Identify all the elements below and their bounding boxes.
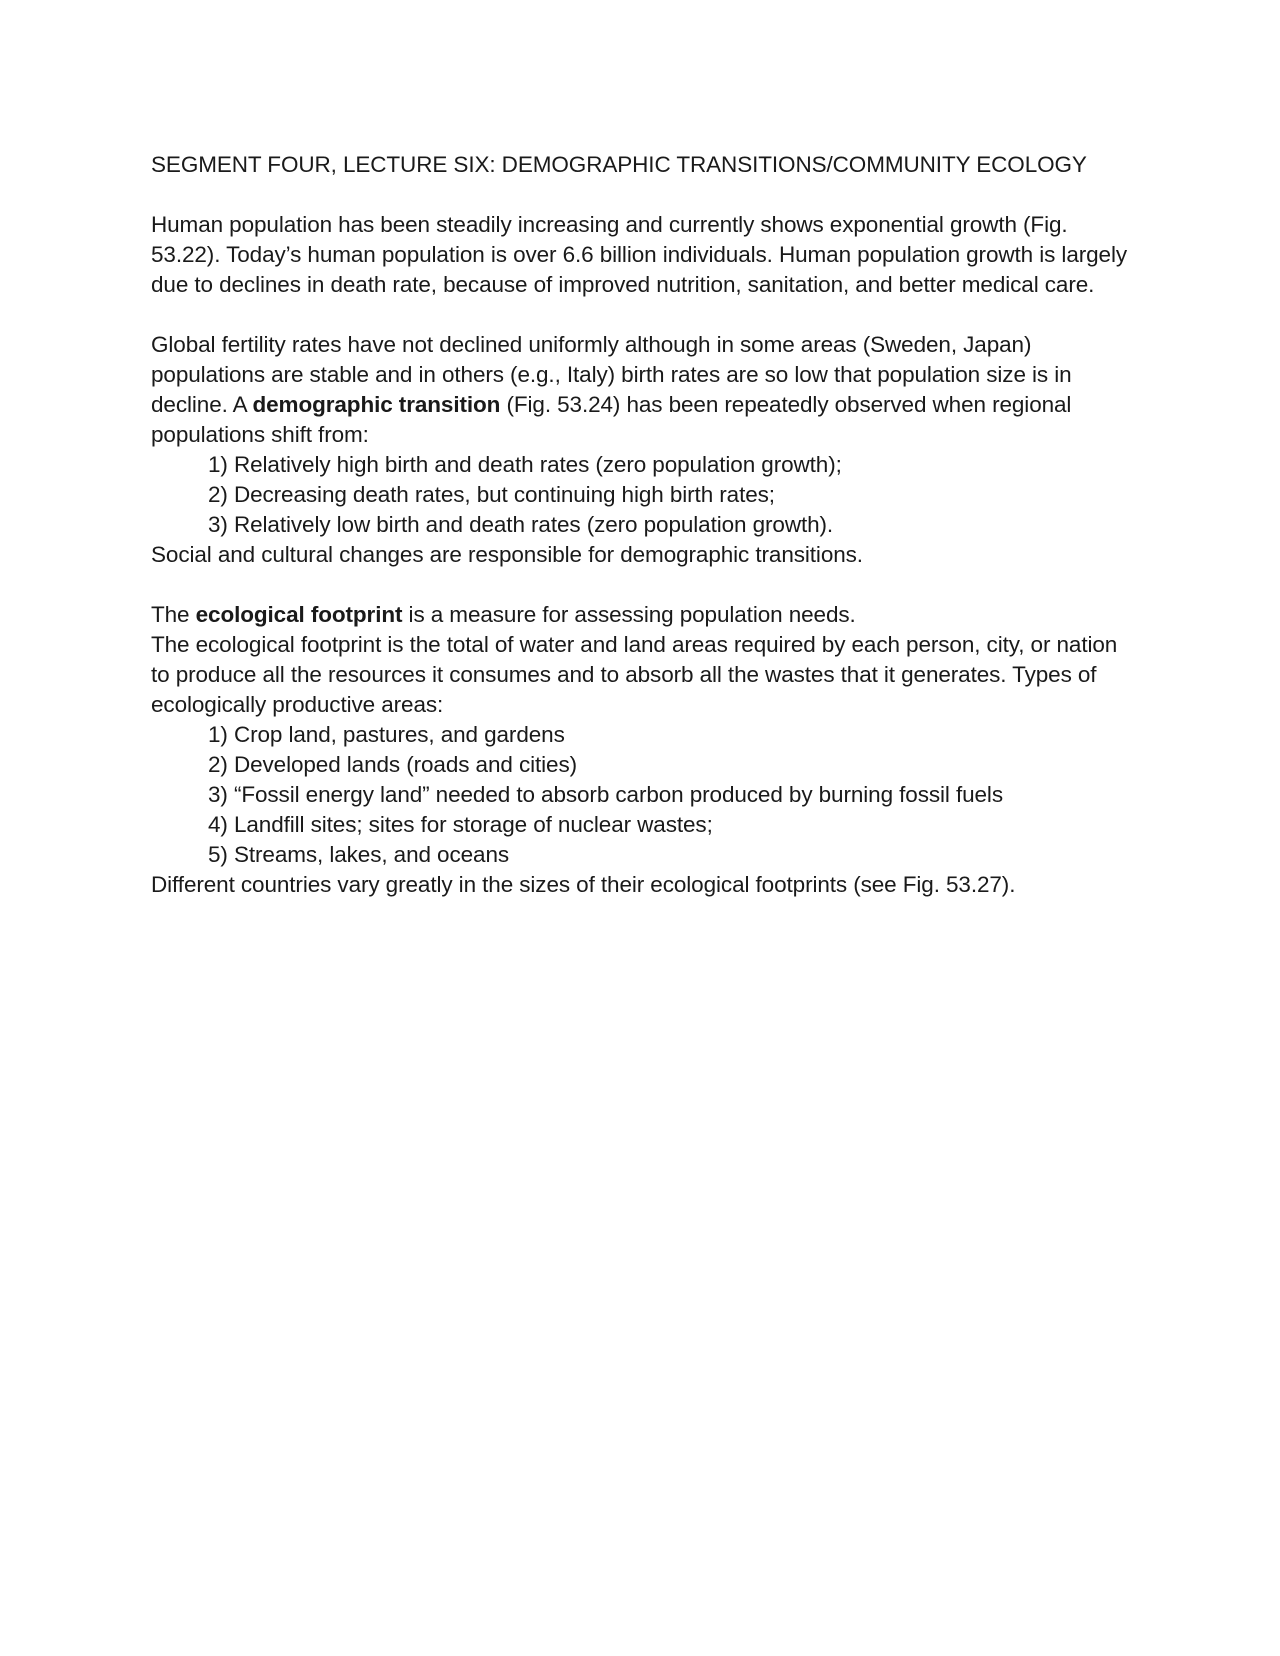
demographic-transition-section xyxy=(151,330,1136,570)
list-item: 1) Relatively high birth and death rates (zero population growth); xyxy=(208,452,842,477)
ecological-footprint-definition: The ecological footprint is the total of water and land areas required by each person, city, or nation to produce all the resources it consumes and to absorb all the wastes that it generates. Types of ecologically productive areas: xyxy=(151,632,1118,717)
ecological-footprint-intro xyxy=(151,600,1136,630)
list-item: 3) “Fossil energy land” needed to absorb carbon produced by burning fossil fuels xyxy=(208,782,1003,807)
productive-areas-list xyxy=(151,720,1136,870)
list-item: 3) Relatively low birth and death rates (zero population growth). xyxy=(208,512,834,537)
list-item: 2) Developed lands (roads and cities) xyxy=(208,752,578,777)
list-item: 5) Streams, lakes, and oceans xyxy=(208,842,510,867)
transition-stages-list xyxy=(151,450,1136,540)
transition-closing-sentence: Social and cultural changes are responsible for demographic transitions. xyxy=(151,542,863,567)
ecological-footprint-term: ecological footprint xyxy=(195,602,403,627)
ecological-footprint-section xyxy=(151,600,1136,900)
intro-text-before: The xyxy=(151,602,196,627)
list-item: 4) Landfill sites; sites for storage of nuclear wastes; xyxy=(208,812,713,837)
intro-text-after: is a measure for assessing population needs. xyxy=(402,602,856,627)
intro-text-after: (Fig. 53.24) has been repeatedly observed when regional populations shift from: xyxy=(151,392,1072,447)
document-page xyxy=(151,150,1136,930)
demographic-transition-term: demographic transition xyxy=(252,392,501,417)
footprint-closing-sentence: Different countries vary greatly in the sizes of their ecological footprints (see Fig. 53.27). xyxy=(151,872,1016,897)
list-item: 1) Crop land, pastures, and gardens xyxy=(208,722,565,747)
population-growth-paragraph: Human population has been steadily increasing and currently shows exponential growth (Fig. 53.22). Today’s human population is over 6.6 billion individuals. Human population growth is largely due to declines in death rate, because of improved nutrition, sanitation, and better medical care. xyxy=(151,212,1128,297)
list-item: 2) Decreasing death rates, but continuing high birth rates; xyxy=(208,482,775,507)
demographic-transition-intro xyxy=(151,330,1136,450)
intro-text-before: Global fertility rates have not declined uniformly although in some areas (Sweden, Japan) populations are stable and in others (e.g., Italy) birth rates are so low that population size is in decline. A xyxy=(151,332,1072,417)
lecture-title: SEGMENT FOUR, LECTURE SIX: DEMOGRAPHIC TRANSITIONS/COMMUNITY ECOLOGY xyxy=(151,152,1087,177)
